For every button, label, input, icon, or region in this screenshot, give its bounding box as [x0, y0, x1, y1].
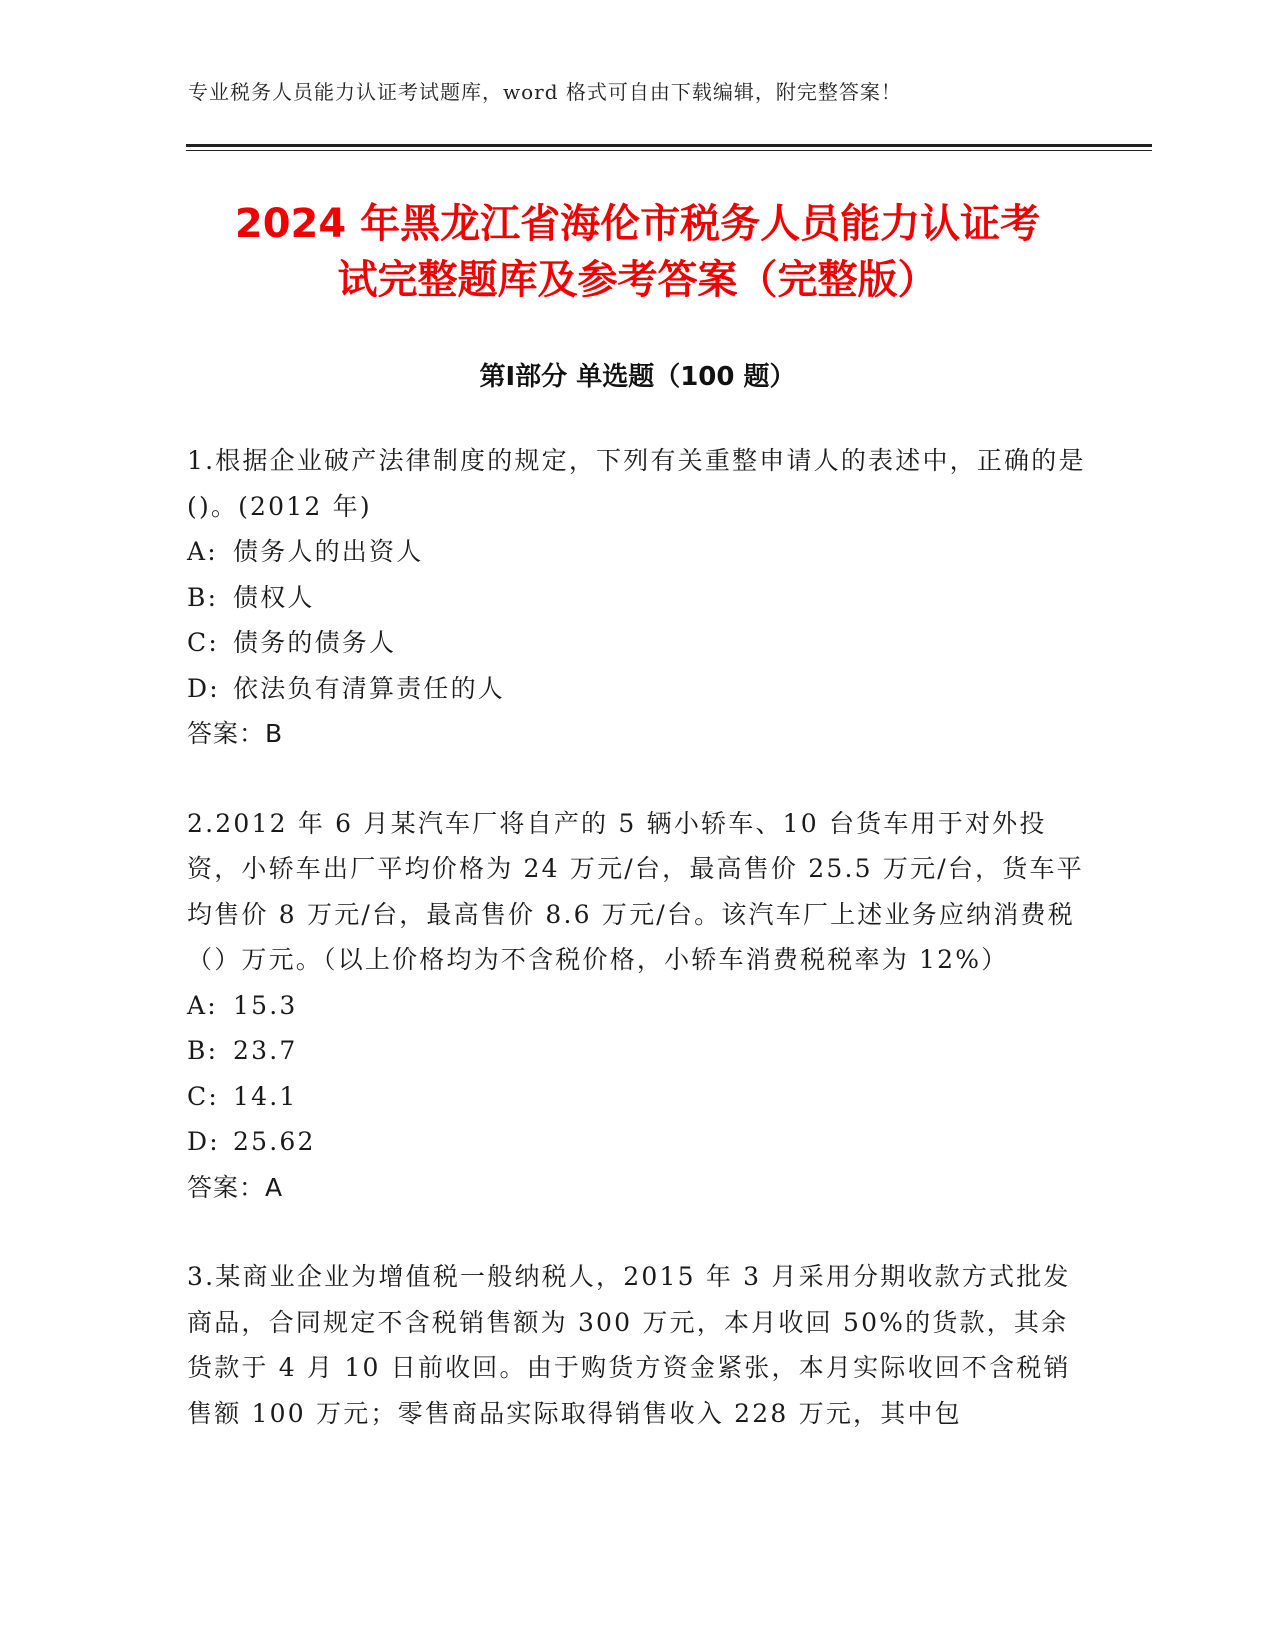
option-letter: A: [187, 990, 218, 1020]
option-text: 债务的债务人 [233, 628, 397, 657]
option-text: 15.3 [233, 990, 298, 1020]
option-letter: D: [187, 1127, 220, 1156]
question-3 [187, 1254, 1087, 1436]
answer-label: 答案：A [187, 1172, 284, 1202]
document-title [150, 196, 1125, 308]
option-c [187, 620, 1087, 666]
option-b [187, 1028, 1087, 1074]
option-letter: B: [187, 582, 219, 612]
option-text: 14.1 [233, 1081, 298, 1111]
option-text: 债权人 [233, 582, 315, 612]
option-b [187, 575, 1087, 621]
question-1 [187, 438, 1087, 757]
document-title-line-2: 试完整题库及参考答案（完整版） [337, 257, 938, 303]
option-a [187, 983, 1087, 1029]
option-text: 依法负有清算责任的人 [233, 673, 506, 703]
header-note: 专业税务人员能力认证考试题库，word 格式可自由下载编辑，附完整答案！ [188, 80, 902, 104]
question-list [187, 438, 1087, 1480]
option-d [187, 666, 1087, 712]
question-stem: 3.某商业企业为增值税一般纳税人，2015 年 3 月采用分期收款方式批发商品，合同规定不含税销售额为 300 万元，本月收回 50%的货款，其余货款于 4 月 10 日前收回。由于购货方资金紧张，本月实际收回不含税销售额 100 万元；零售商品实际取得销售收入 228 万元，其中包 [187, 1262, 1071, 1428]
option-c [187, 1074, 1087, 1120]
document-title-line-1: 2024 年黑龙江省海伦市税务人员能力认证考 [234, 201, 1041, 247]
option-letter: A: [187, 537, 218, 566]
header-divider-thin [186, 150, 1152, 151]
question-stem: 1.根据企业破产法律制度的规定，下列有关重整申请人的表述中，正确的是()。(2012 年) [187, 446, 1086, 521]
header-divider-thick [186, 144, 1152, 147]
option-d [187, 1119, 1087, 1165]
option-text: 25.62 [233, 1127, 316, 1156]
section-title: 第Ⅰ部分 单选题（100 题） [479, 362, 796, 392]
option-letter: C: [187, 628, 219, 657]
option-text: 债务人的出资人 [233, 537, 424, 566]
option-letter: C: [187, 1081, 219, 1111]
option-letter: B: [187, 1036, 219, 1065]
question-stem: 2.2012 年 6 月某汽车厂将自产的 5 辆小轿车、10 台货车用于对外投资，小轿车出厂平均价格为 24 万元/台，最高售价 25.5 万元/台，货车平均售价 8 万元/台，最高售价 8.6 万元/台。该汽车厂上述业务应纳消费税（）万元。（以上价格均为不含税价格，小轿车消费税税率为 12%） [187, 808, 1084, 974]
option-text: 23.7 [233, 1036, 298, 1065]
question-2 [187, 801, 1087, 1211]
option-letter: D: [187, 673, 220, 703]
answer-label: 答案：B [187, 719, 284, 748]
option-a [187, 529, 1087, 575]
